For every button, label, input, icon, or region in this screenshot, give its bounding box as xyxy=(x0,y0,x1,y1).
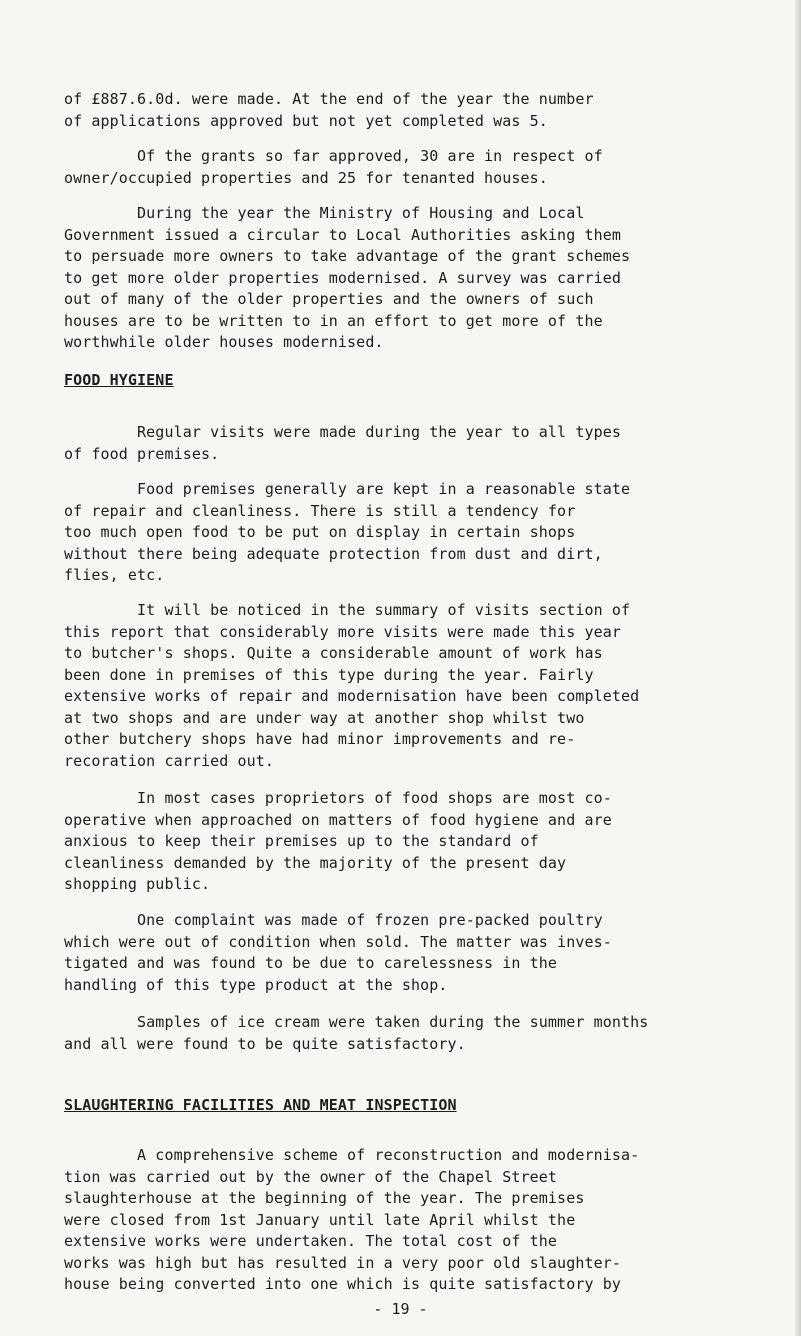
page-edge-shadow xyxy=(795,0,801,1336)
paragraph-slaughterhouse: A comprehensive scheme of reconstruction and modernisa- tion was carried out by the owner of the Chapel Street slaughterhouse at the beginning of the year. The premises were closed from 1st January until late April whilst the extensive works were undertaken. The total cost of the works was high but has resulted in a very poor old slaughter- house being converted into one which is quite satisfactory by xyxy=(64,1146,640,1293)
heading-slaughtering: SLAUGHTERING FACILITIES AND MEAT INSPECTION xyxy=(64,1096,457,1114)
paragraph-grant-applications: of £887.6.0d. were made. At the end of the year the number of applications approved but not yet completed was 5. xyxy=(64,90,594,130)
paragraph-proprietors: In most cases proprietors of food shops are most co- operative when approached on matters of food hygiene and are anxious to keep their premises up to the standard of cleanliness demanded by the majority of the present day shopping public. xyxy=(64,789,612,893)
paragraph-ministry-circular: During the year the Ministry of Housing and Local Government issued a circular to Local Authorities asking them to persuade more owners to take advantage of the grant schemes to get more older properties modernised. A survey was carried out of many of the older properties and the owners of such houses are to be written to in an effort to get more of the worthwhile older houses modernised. xyxy=(64,204,631,351)
heading-food-hygiene: FOOD HYGIENE xyxy=(64,371,174,389)
paragraph-regular-visits: Regular visits were made during the year to all types of food premises. xyxy=(64,423,621,463)
paragraph-butcher-shops: It will be noticed in the summary of visits section of this report that considerably more visits were made this year to butcher's shops. Quite a considerable amount of work has been done in premises of this type during the year. Fairly extensive works of repair and modernisation have been completed at two shops and are under way at another shop whilst two other butchery shops have had minor improvements and re- recoration carried out. xyxy=(64,601,640,770)
paragraph-ice-cream: Samples of ice cream were taken during the summer months and all were found to be quite satisfactory. xyxy=(64,1013,649,1053)
page-number: - 19 - xyxy=(373,1300,428,1318)
paragraph-grants-approved: Of the grants so far approved, 30 are in respect of owner/occupied properties and 25 for tenanted houses. xyxy=(64,147,603,187)
paragraph-complaint: One complaint was made of frozen pre-packed poultry which were out of condition when sold. The matter was inves- tigated and was found to be due to carelessness in the handling of this type product at the shop. xyxy=(64,911,612,994)
paragraph-food-premises: Food premises generally are kept in a reasonable state of repair and cleanliness. There is still a tendency for too much open food to be put on display in certain shops without there being adequate protection from dust and dirt, flies, etc. xyxy=(64,480,631,584)
